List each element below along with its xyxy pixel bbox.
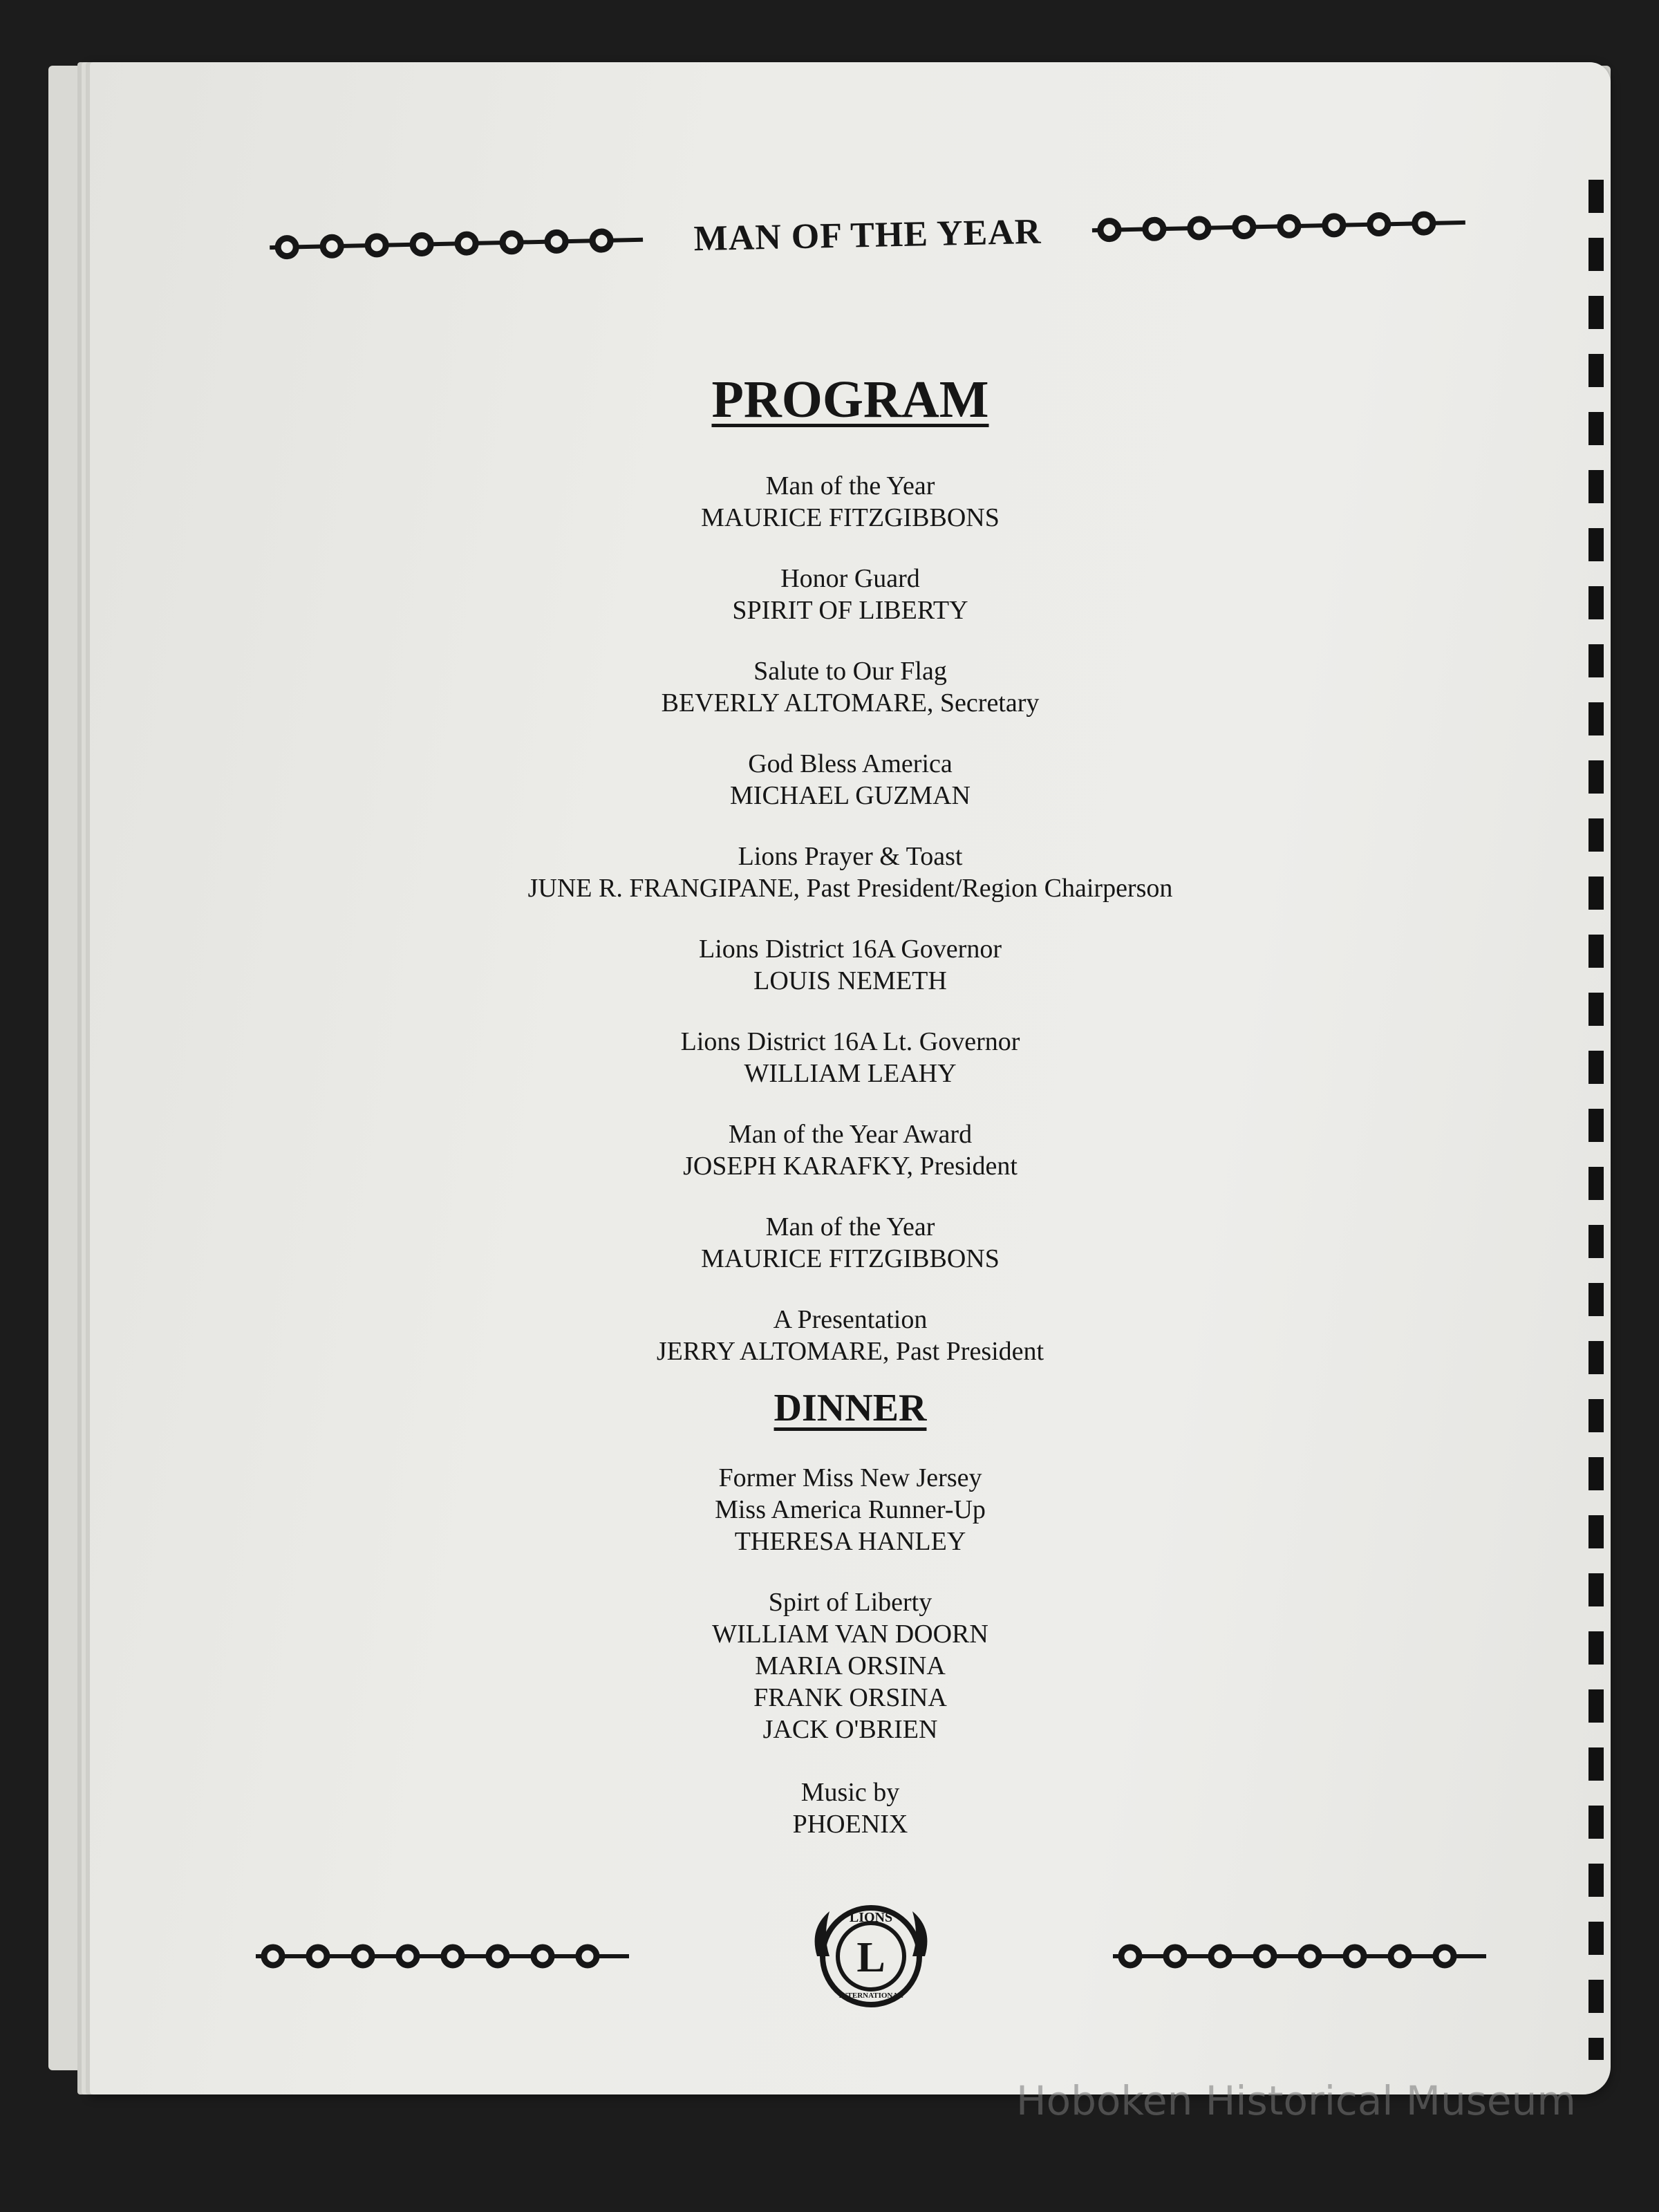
entry-role: Lions District 16A Governor xyxy=(698,935,1002,964)
guest-name: THERESA HANLEY xyxy=(734,1527,966,1556)
chain-ornament-bottom-left xyxy=(249,1936,636,1977)
program-heading: PROGRAM xyxy=(711,371,989,429)
chain-ornament-bottom-right xyxy=(1106,1936,1493,1977)
program-entry xyxy=(90,841,1611,904)
chain-ornament-left xyxy=(263,219,650,269)
spirit-member: FRANK ORSINA xyxy=(753,1683,947,1712)
entry-name: MAURICE FITZGIBBONS xyxy=(701,1244,1000,1273)
program-entry xyxy=(90,933,1611,997)
logo-letter: L xyxy=(856,1934,885,1981)
lions-logo-icon xyxy=(802,1887,940,2025)
program-entry xyxy=(90,1304,1611,1367)
entry-role: Honor Guard xyxy=(780,564,920,593)
header-row xyxy=(262,181,1473,290)
spirit-member: MARIA ORSINA xyxy=(755,1651,946,1680)
dinner-heading: DINNER xyxy=(774,1387,927,1430)
entry-role: Man of the Year Award xyxy=(728,1120,973,1149)
program-entry xyxy=(90,748,1611,812)
chain-ornament-right xyxy=(1085,202,1472,252)
dinner-guest xyxy=(90,1462,1611,1557)
program-entry xyxy=(90,1211,1611,1275)
entry-name: LOUIS NEMETH xyxy=(753,966,947,995)
entry-role: Man of the Year xyxy=(765,1212,935,1241)
spirit-label: Spirt of Liberty xyxy=(768,1588,932,1617)
spirit-member: JACK O'BRIEN xyxy=(762,1715,938,1744)
program-page xyxy=(90,62,1611,2094)
logo-top-text: LIONS xyxy=(849,1910,893,1925)
music-label: Music by xyxy=(800,1778,900,1807)
entry-role: Salute to Our Flag xyxy=(753,657,947,686)
entry-name: SPIRIT OF LIBERTY xyxy=(732,596,968,625)
entry-name: WILLIAM LEAHY xyxy=(744,1059,957,1088)
dinner-music xyxy=(90,1777,1611,1840)
program-entry xyxy=(90,655,1611,719)
spirit-member: WILLIAM VAN DOORN xyxy=(712,1620,988,1649)
watermark: Hoboken Historical Museum xyxy=(1016,2077,1576,2124)
footer-row xyxy=(249,1887,1493,2025)
entry-role: Lions District 16A Lt. Governor xyxy=(680,1027,1020,1056)
program-entry xyxy=(90,1118,1611,1182)
entry-role: Lions Prayer & Toast xyxy=(738,842,963,871)
entry-name: JOSEPH KARAFKY, President xyxy=(683,1152,1018,1181)
entry-name: MAURICE FITZGIBBONS xyxy=(701,503,1000,532)
music-name: PHOENIX xyxy=(792,1810,908,1839)
entry-role: A Presentation xyxy=(773,1305,928,1334)
entry-name: MICHAEL GUZMAN xyxy=(730,781,971,810)
entry-role: Man of the Year xyxy=(765,471,935,500)
guest-line-2: Miss America Runner-Up xyxy=(715,1495,986,1524)
logo-bottom-text: INTERNATIONAL xyxy=(838,1991,903,2000)
guest-line-1: Former Miss New Jersey xyxy=(718,1463,982,1492)
entry-name: BEVERLY ALTOMARE, Secretary xyxy=(661,688,1040,718)
program-entry xyxy=(90,470,1611,534)
page-content xyxy=(90,62,1611,2094)
program-entry xyxy=(90,563,1611,626)
dinner-spirit-of-liberty xyxy=(90,1586,1611,1745)
entry-role: God Bless America xyxy=(748,749,953,778)
entry-name: JUNE R. FRANGIPANE, Past President/Region Chairperson xyxy=(527,874,1173,903)
entry-name: JERRY ALTOMARE, Past President xyxy=(656,1337,1044,1366)
program-entry xyxy=(90,1026,1611,1089)
header-title: MAN OF THE YEAR xyxy=(693,212,1042,259)
